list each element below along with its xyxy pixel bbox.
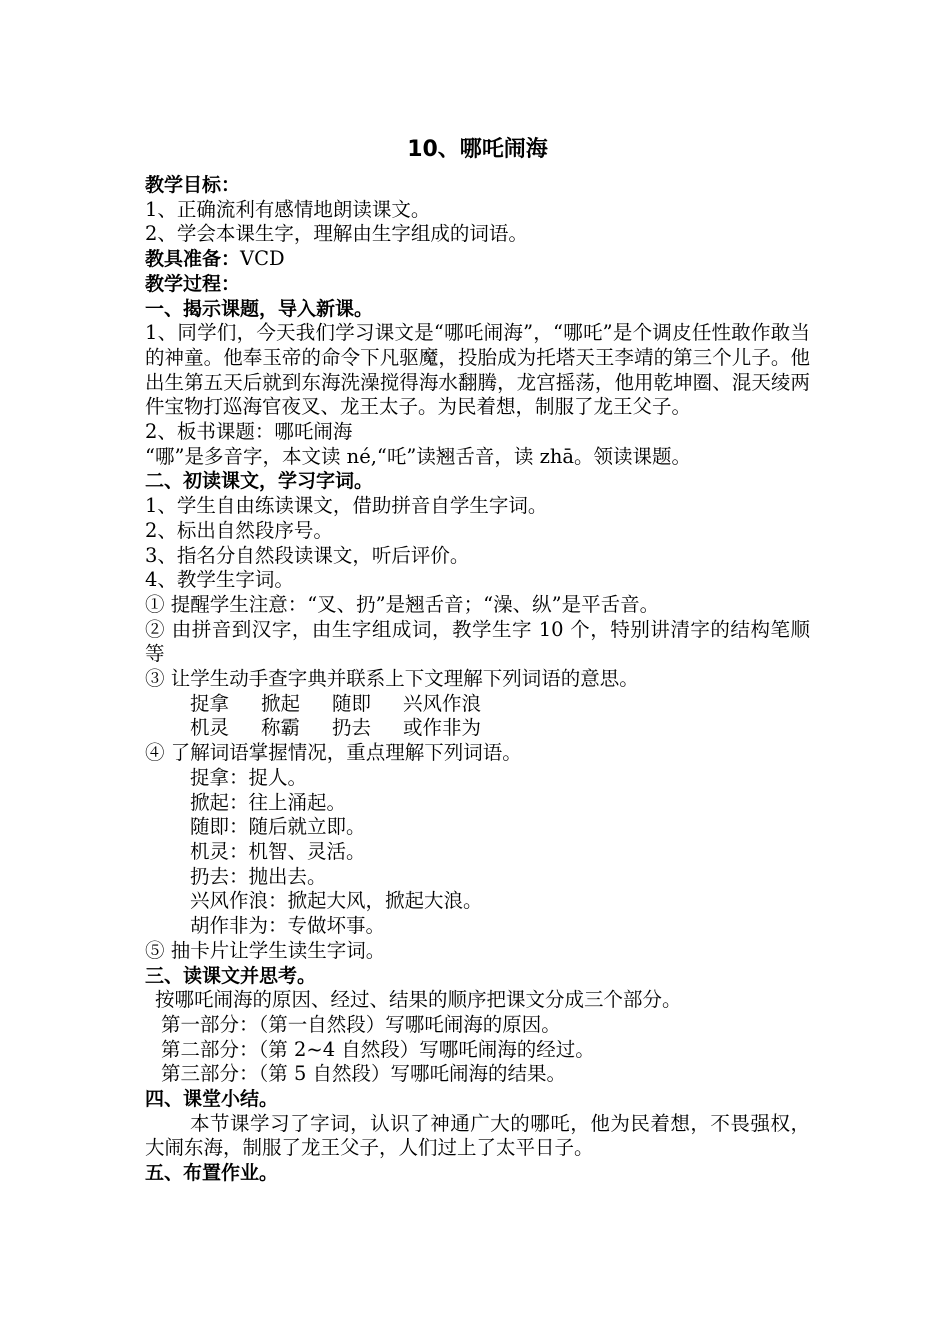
word: 称霸	[261, 716, 301, 740]
tools-label: 教具准备：	[145, 248, 241, 271]
circled-item-1: ① 提醒学生注意：“叉、扔”是翘舌音；“澡、纵”是平舌音。	[145, 592, 660, 616]
section-4-heading: 四、课堂小结。	[145, 1088, 279, 1111]
definition: 扔去：抛出去。	[190, 864, 327, 888]
definition: 掀起：往上涌起。	[190, 790, 347, 814]
goal-item: 2、学会本课生字，理解由生字组成的词语。	[145, 222, 528, 246]
word-row-1	[145, 692, 810, 717]
circled-item-4: ④ 了解词语掌握情况，重点理解下列词语。	[145, 741, 522, 765]
word: 或作非为	[403, 716, 482, 740]
section-1-paragraph: 1、同学们，今天我们学习课文是“哪吒闹海”，“哪吒”是个调皮任性敢作敢当的神童。他奉玉帝的命令下凡驱魔，投胎成为托塔天王李靖的第三个儿子。他出生第五天后就到东海洗澡搅得海水翻腾，龙宫摇荡，他用乾坤圈、混天绫两件宝物打巡海官夜叉、龙王太子。为民着想，制服了龙王父子。	[145, 321, 810, 419]
section-3-part: 第一部分：（第一自然段）写哪吒闹海的原因。	[161, 1012, 561, 1036]
section-2-heading: 二、初读课文，学习字词。	[145, 470, 374, 493]
circled-item-5: ⑤ 抽卡片让学生读生字词。	[145, 938, 386, 962]
word: 捉拿	[190, 691, 230, 715]
goal-item: 1、正确流利有感情地朗读课文。	[145, 197, 431, 221]
section-1-pronunciation: “哪”是多音字，本文读 né,“吒”读翘舌音，读 zhā。领读课题。	[145, 444, 692, 468]
word: 机灵	[190, 716, 230, 740]
section-4-summary: 本节课学习了字词，认识了神通广大的哪吒，他为民着想，不畏强权，大闹东海，制服了龙王父子，人们过上了太平日子。	[145, 1111, 810, 1160]
definition: 胡作非为：专做坏事。	[190, 914, 386, 938]
section-3-intro: 按哪吒闹海的原因、经过、结果的顺序把课文分成三个部分。	[155, 988, 682, 1012]
section-2-item: 1、学生自由练读课文，借助拼音自学生字词。	[145, 494, 548, 518]
section-1-heading: 一、揭示课题，导入新课。	[145, 297, 374, 320]
page-title: 10、哪吒闹海	[407, 137, 548, 162]
definition: 随即：随后就立即。	[190, 815, 366, 839]
process-heading: 教学过程：	[145, 272, 241, 295]
circled-item-2: ② 由拼音到汉字，由生字组成词，教学生字 10 个，特别讲清字的结构笔顺等	[145, 617, 810, 666]
word: 掀起	[261, 691, 301, 715]
goals-heading: 教学目标：	[145, 174, 241, 196]
section-2-item: 4、教学生字词。	[145, 568, 294, 592]
section-3-part: 第二部分：（第 2~4 自然段）写哪吒闹海的经过。	[161, 1037, 595, 1061]
circled-item-3: ③ 让学生动手查字典并联系上下文理解下列词语的意思。	[145, 667, 639, 691]
tools-value: VCD	[240, 247, 285, 271]
word: 扔去	[332, 716, 372, 740]
definition: 捉拿：捉人。	[190, 765, 308, 789]
section-5-heading: 五、布置作业。	[145, 1162, 279, 1185]
definition: 兴风作浪：掀起大风，掀起大浪。	[190, 889, 483, 913]
word: 兴风作浪	[403, 691, 482, 715]
word: 随即	[332, 691, 372, 715]
definition: 机灵：机智、灵活。	[190, 839, 366, 863]
section-1-item: 2、板书课题：哪吒闹海	[145, 420, 353, 444]
tools-line	[145, 247, 810, 272]
section-2-item: 2、标出自然段序号。	[145, 518, 333, 542]
document-page	[145, 136, 810, 1186]
section-2-item: 3、指名分自然段读课文，听后评价。	[145, 543, 470, 567]
word-row-2	[145, 716, 810, 741]
section-3-heading: 三、读课文并思考。	[145, 964, 317, 987]
section-3-part: 第三部分：（第 5 自然段）写哪吒闹海的结果。	[161, 1062, 567, 1086]
